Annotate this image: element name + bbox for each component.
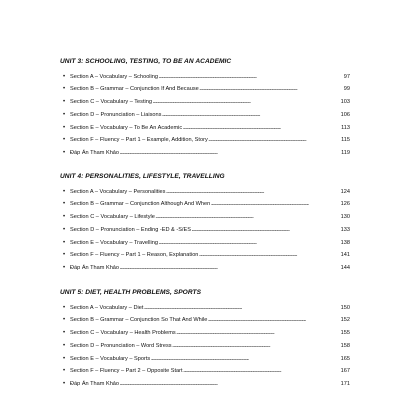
bullet-icon: •	[63, 317, 66, 324]
dot-leader	[159, 240, 341, 246]
toc-page-number: 113	[341, 124, 350, 131]
toc-entry[interactable]	[60, 150, 350, 163]
dot-leader	[151, 356, 340, 362]
dot-leader	[199, 252, 340, 258]
dot-leader	[208, 137, 340, 143]
toc-page-number: 103	[340, 99, 350, 106]
toc-entry[interactable]	[60, 214, 350, 227]
toc-entry[interactable]	[60, 317, 350, 330]
dot-leader	[199, 86, 343, 92]
toc-list	[60, 74, 350, 164]
toc-entry-label: Đáp Án Tham Khảo	[70, 381, 120, 388]
toc-entry-label: Section E – Vocabulary – To Be An Academic	[70, 124, 183, 131]
bullet-icon: •	[63, 137, 66, 144]
bullet-icon: •	[63, 111, 66, 118]
unit-title: UNIT 3: SCHOOLING, TESTING, TO BE AN ACADEMIC	[60, 58, 232, 65]
toc-page-number: 97	[343, 73, 350, 80]
toc-entry[interactable]	[60, 112, 350, 125]
bullet-icon: •	[63, 342, 66, 349]
dot-leader	[120, 150, 341, 156]
unit-4-section	[60, 173, 350, 278]
bullet-icon: •	[63, 381, 66, 388]
toc-entry[interactable]	[60, 343, 350, 356]
toc-page-number: 167	[340, 368, 350, 375]
toc-page-number: 130	[340, 214, 350, 221]
toc-page-number: 150	[340, 304, 350, 311]
dot-leader	[183, 368, 340, 374]
toc-page-number: 133	[340, 226, 350, 233]
toc-entry[interactable]	[60, 330, 350, 343]
bullet-icon: •	[63, 86, 66, 93]
toc-entry-label: Section D – Pronunciation – Word Stress	[70, 342, 172, 349]
toc-entry[interactable]	[60, 356, 350, 369]
bullet-icon: •	[63, 355, 66, 362]
dot-leader	[162, 112, 340, 118]
toc-entry-label: Section B – Grammar – Conjunction Although And When	[70, 201, 211, 208]
toc-page-number: 126	[340, 201, 350, 208]
dot-leader	[183, 125, 341, 131]
dot-leader	[211, 201, 340, 207]
toc-entry[interactable]	[60, 265, 350, 278]
toc-entry-label: Section C – Vocabulary – Lifestyle	[70, 214, 155, 221]
toc-entry-label: Section A – Vocabulary – Personalities	[70, 188, 166, 195]
toc-entry[interactable]	[60, 381, 350, 394]
toc-entry-label: Đáp Án Tham Khảo	[70, 265, 120, 272]
toc-entry-label: Section D – Pronunciation – Liaisons	[70, 111, 162, 118]
toc-list	[60, 305, 350, 395]
toc-entry-label: Section B – Grammar – Conjunction So That And While	[70, 317, 208, 324]
bullet-icon: •	[63, 239, 66, 246]
toc-entry-label: Section C – Vocabulary – Health Problems	[70, 330, 176, 337]
toc-entry-label: Section F – Fluency – Part 1 – Example, Addition, Story	[70, 137, 208, 144]
toc-entry[interactable]	[60, 99, 350, 112]
toc-page-number: 141	[340, 252, 350, 259]
bullet-icon: •	[63, 226, 66, 233]
toc-entry-label: Section F – Fluency – Part 1 – Reason, Explanation	[70, 252, 199, 259]
unit-title: UNIT 5: DIET, HEALTH PROBLEMS, SPORTS	[60, 289, 202, 296]
bullet-icon: •	[63, 150, 66, 157]
dot-leader	[155, 214, 340, 220]
unit-5-section	[60, 289, 350, 394]
dot-leader	[176, 330, 340, 336]
toc-page-number: 165	[340, 355, 350, 362]
dot-leader	[159, 74, 344, 80]
toc-page-number: 115	[341, 137, 350, 144]
toc-entry[interactable]	[60, 137, 350, 150]
toc-entry[interactable]	[60, 368, 350, 381]
dot-leader	[208, 317, 340, 323]
toc-page-number: 158	[340, 342, 350, 349]
toc-entry[interactable]	[60, 74, 350, 87]
toc-entry-label: Đáp Án Tham Khảo	[70, 150, 120, 157]
dot-leader	[144, 305, 340, 311]
bullet-icon: •	[63, 368, 66, 375]
dot-leader	[191, 227, 340, 233]
toc-page-number: 144	[340, 265, 350, 272]
unit-title: UNIT 4: PERSONALITIES, LIFESTYLE, TRAVELLING	[60, 173, 225, 180]
toc-list	[60, 189, 350, 279]
toc-entry[interactable]	[60, 305, 350, 318]
toc-page-number: 171	[340, 381, 350, 388]
bullet-icon: •	[63, 73, 66, 80]
dot-leader	[172, 343, 340, 349]
toc-entry[interactable]	[60, 201, 350, 214]
dot-leader	[120, 265, 341, 271]
toc-page-number: 119	[341, 150, 350, 157]
bullet-icon: •	[63, 99, 66, 106]
toc-entry[interactable]	[60, 189, 350, 202]
toc-page-number: 155	[340, 330, 350, 337]
toc-entry[interactable]	[60, 252, 350, 265]
toc-entry[interactable]	[60, 227, 350, 240]
toc-page-number: 152	[340, 317, 350, 324]
bullet-icon: •	[63, 124, 66, 131]
toc-page-number: 99	[343, 86, 350, 93]
bullet-icon: •	[63, 188, 66, 195]
bullet-icon: •	[63, 201, 66, 208]
unit-3-section	[60, 58, 350, 163]
dot-leader	[166, 189, 340, 195]
toc-page-number: 138	[340, 239, 350, 246]
bullet-icon: •	[63, 214, 66, 221]
toc-entry-label: Section E – Vocabulary – Travelling	[70, 239, 158, 246]
toc-page-number: 124	[340, 188, 350, 195]
bullet-icon: •	[63, 304, 66, 311]
toc-entry-label: Section A – Vocabulary – Diet	[70, 304, 144, 311]
toc-entry-label: Section B – Grammar – Conjunction If And Because	[70, 86, 199, 93]
toc-entry[interactable]	[60, 86, 350, 99]
bullet-icon: •	[63, 265, 66, 272]
toc-entry[interactable]	[60, 125, 350, 138]
toc-entry-label: Section E – Vocabulary – Sports	[70, 355, 151, 362]
toc-entry-label: Section C – Vocabulary – Testing	[70, 99, 152, 106]
toc-page-number: 106	[340, 111, 350, 118]
dot-leader	[120, 381, 341, 387]
bullet-icon: •	[63, 252, 66, 259]
toc-entry[interactable]	[60, 240, 350, 253]
toc-entry-label: Section D – Pronunciation – Ending -ED & -S/ES	[70, 226, 191, 233]
toc-entry-label: Section A – Vocabulary – Schooling	[70, 73, 159, 80]
dot-leader	[153, 99, 341, 105]
bullet-icon: •	[63, 330, 66, 337]
toc-entry-label: Section F – Fluency – Part 2 – Opposite Start	[70, 368, 183, 375]
